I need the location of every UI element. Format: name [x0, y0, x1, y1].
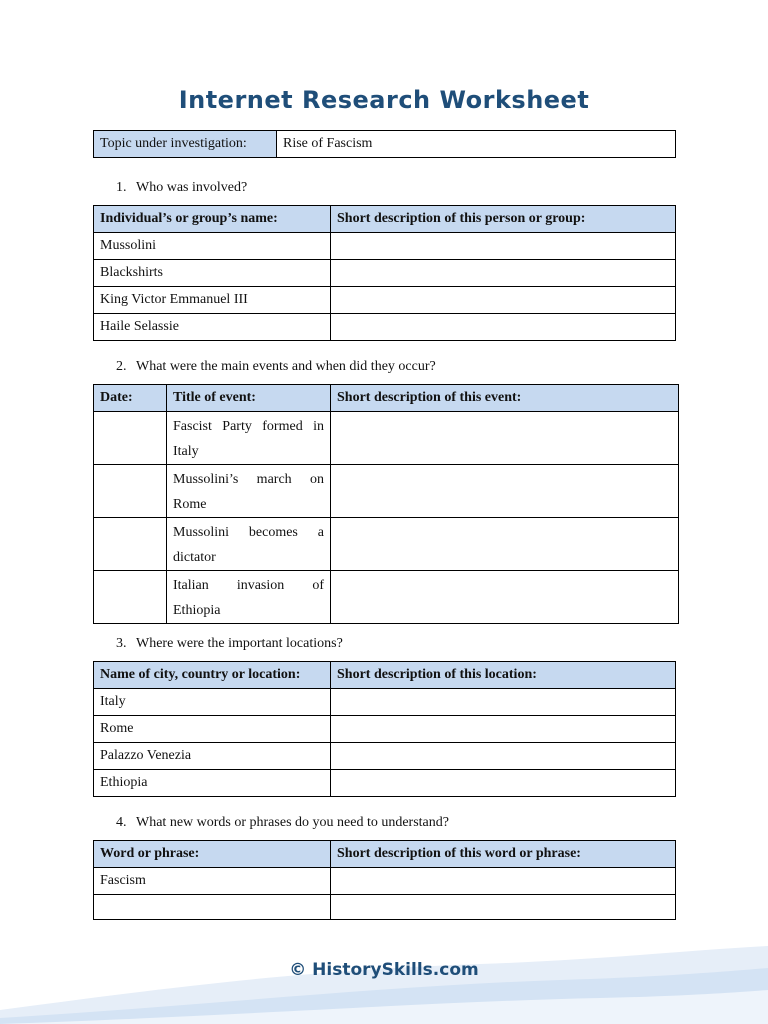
event-title-line: Italy — [173, 444, 199, 459]
column-header: Individual’s or group’s name: — [94, 206, 331, 233]
event-title-cell — [167, 465, 331, 518]
event-title-line: Italian invasion of — [173, 578, 324, 593]
description-cell[interactable] — [331, 895, 676, 920]
event-title-line: Fascist Party formed in — [173, 419, 324, 434]
name-cell: Blackshirts — [94, 260, 331, 287]
question-number: 1. — [116, 180, 127, 195]
location-cell: Rome — [94, 716, 331, 743]
table-row — [94, 412, 679, 465]
column-header: Short description of this word or phrase: — [331, 841, 676, 868]
table-row — [94, 743, 676, 770]
event-title-line: Mussolini’s march on — [173, 472, 324, 487]
description-cell[interactable] — [331, 233, 676, 260]
event-title-line: Ethiopia — [173, 603, 221, 618]
word-cell: Fascism — [94, 868, 331, 895]
table-row — [94, 518, 679, 571]
table-row — [94, 465, 679, 518]
table-row — [94, 287, 676, 314]
date-cell[interactable] — [94, 518, 167, 571]
event-title-cell — [167, 571, 331, 624]
question-number: 4. — [116, 815, 127, 830]
description-cell[interactable] — [331, 571, 679, 624]
topic-value: Rise of Fascism — [277, 131, 676, 158]
location-cell: Palazzo Venezia — [94, 743, 331, 770]
table-row — [94, 233, 676, 260]
table-row — [94, 260, 676, 287]
question-2 — [116, 359, 436, 375]
event-title-line: Rome — [173, 497, 207, 512]
description-cell[interactable] — [331, 518, 679, 571]
column-header: Word or phrase: — [94, 841, 331, 868]
column-header: Title of event: — [167, 385, 331, 412]
column-header: Short description of this event: — [331, 385, 679, 412]
description-cell[interactable] — [331, 314, 676, 341]
events-table — [93, 384, 679, 624]
description-cell[interactable] — [331, 465, 679, 518]
table-row — [94, 868, 676, 895]
question-number: 3. — [116, 636, 127, 651]
table-row — [94, 689, 676, 716]
name-cell: Mussolini — [94, 233, 331, 260]
event-title-line: dictator — [173, 550, 216, 565]
description-cell[interactable] — [331, 743, 676, 770]
name-cell: King Victor Emmanuel III — [94, 287, 331, 314]
description-cell[interactable] — [331, 260, 676, 287]
date-cell[interactable] — [94, 465, 167, 518]
date-cell[interactable] — [94, 412, 167, 465]
table-row — [94, 571, 679, 624]
column-header: Name of city, country or location: — [94, 662, 331, 689]
date-cell[interactable] — [94, 571, 167, 624]
column-header: Short description of this location: — [331, 662, 676, 689]
topic-table — [93, 130, 676, 158]
description-cell[interactable] — [331, 770, 676, 797]
question-text: What were the main events and when did they occur? — [136, 359, 436, 374]
event-title-line: Mussolini becomes a — [173, 525, 324, 540]
event-title-cell — [167, 518, 331, 571]
table-row — [94, 314, 676, 341]
table-row — [94, 895, 676, 920]
topic-label: Topic under investigation: — [94, 131, 277, 158]
locations-table — [93, 661, 676, 797]
question-text: What new words or phrases do you need to understand? — [136, 815, 449, 830]
footer-copyright[interactable]: © HistorySkills.com — [289, 960, 479, 980]
event-title-cell — [167, 412, 331, 465]
question-number: 2. — [116, 359, 127, 374]
description-cell[interactable] — [331, 287, 676, 314]
description-cell[interactable] — [331, 689, 676, 716]
vocabulary-table — [93, 840, 676, 920]
page-title: Internet Research Worksheet — [178, 86, 590, 114]
people-table — [93, 205, 676, 341]
location-cell: Italy — [94, 689, 331, 716]
description-cell[interactable] — [331, 868, 676, 895]
question-4 — [116, 815, 449, 831]
description-cell[interactable] — [331, 716, 676, 743]
column-header: Date: — [94, 385, 167, 412]
question-1 — [116, 180, 247, 196]
table-row — [94, 716, 676, 743]
table-row — [94, 770, 676, 797]
description-cell[interactable] — [331, 412, 679, 465]
word-cell[interactable] — [94, 895, 331, 920]
question-text: Who was involved? — [136, 180, 248, 195]
name-cell: Haile Selassie — [94, 314, 331, 341]
question-3 — [116, 636, 343, 652]
location-cell: Ethiopia — [94, 770, 331, 797]
question-text: Where were the important locations? — [136, 636, 343, 651]
column-header: Short description of this person or group: — [331, 206, 676, 233]
